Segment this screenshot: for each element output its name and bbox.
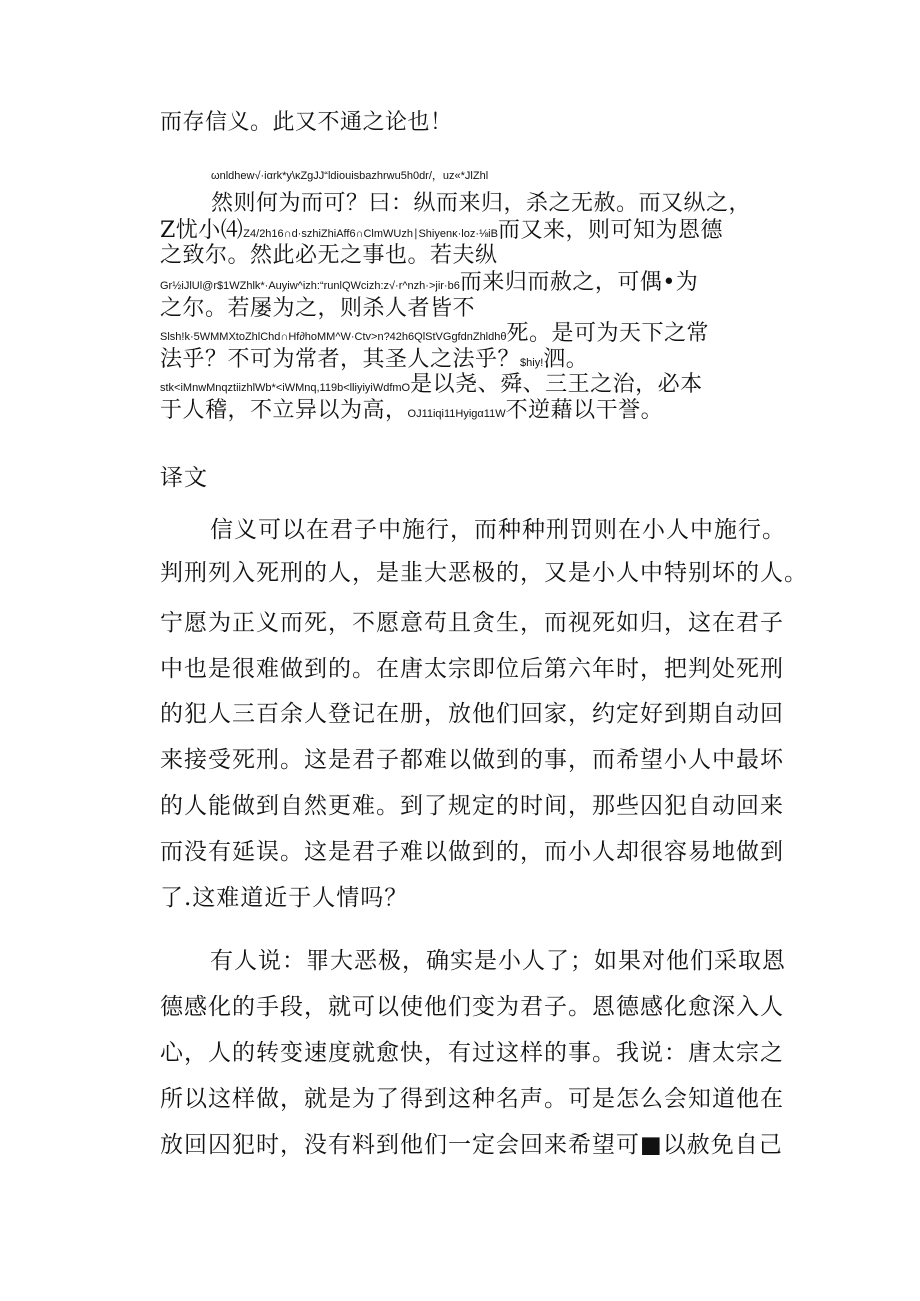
garbled-text-line-7: Slsh!k·5WMMXtoZhlChd∩Hf∂hoMM^W·Ctv>n?42h6QlStVGgfdnZhldhθ [160,331,507,343]
original-line-3-text: 而又来，则可知为恩德 [497,218,723,243]
original-line-9-text: 是以尧、舜、三王之治，必本 [410,372,703,397]
translation-line-10: 有人说：罪大恶极，确实是小人了；如果对他们采取恩 [210,948,786,974]
original-line-6: 之尔。若屡为之，则杀人者皆不 [160,296,476,321]
translation-line-2: 判刑列入死刑的人，是韭大恶极的，又是小人中特别坏的人。 [160,560,808,586]
garbled-text-line-5: Gr½iJlUl@r$1WZhlk*·Auyiw^izh:“runlQWcizh:z√·r^nzh·>jir·b6 [160,280,460,292]
translation-line-7: 的人能做到自然更难。到了规定的时间，那些囚犯自动回来 [160,793,784,819]
translation-line-12: 心，人的转变速度就愈快，有过这样的事。我说：唐太宗之 [160,1040,784,1066]
garbled-text-line-3: Z4/2h16∩d·szhiZhiAff6∩ClmWUzh∣Shiyenκ·loz·⅛iB [243,228,498,240]
garbled-text-line-1: ωnldhew√·iαrk*y\κZgJJ“ldiouisbazhrwu5h0dr/，uz«*JlZhl [211,170,489,182]
original-line-2: 然则何为而可？曰：纵而来归，杀之无赦。而又纵之， [211,191,752,216]
translation-line-4: 中也是很难做到的。在唐太宗即位后第六年时，把判处死刑 [160,656,784,682]
original-line-8-text: 法乎？不可为常者，其圣人之法乎？ [160,347,521,372]
translation-line-14: 放回囚犯时，没有料到他们一定会回来希望可■以赦免自己 [160,1132,783,1158]
garbled-text-line-9: stk<iMnwMnqztiizhlWb*<iWMnq,119b<lliyiyiWdfmO [160,382,411,394]
garbled-text-line-10: OJ11iqi11Hyigα11W [407,408,506,420]
original-line-10-tail: 不逆藉以干誉。 [505,398,664,423]
translation-line-3: 宁愿为正义而死，不愿意苟且贪生，而视死如归，这在君子 [160,610,784,636]
translation-line-9: 了.这难道近于人情吗？ [160,885,409,911]
original-line-10-text: 于人稽，不立异以为高， [160,398,408,423]
translation-line-13: 所以这样做，就是为了得到这种名声。可是怎么会知道他在 [160,1086,784,1112]
original-line-5-text: 而来归而赦之，可偶•为 [459,270,699,295]
original-line-10 [160,393,663,424]
section-title: 译文 [160,465,208,491]
translation-line-6: 来接受死刑。这是君子都难以做到的事，而希望小人中最坏 [160,747,784,773]
original-line-7-text: 死。是可为天下之常 [506,321,709,346]
translation-line-5: 的犯人三百余人登记在册，放他们回家，约定好到期自动回 [160,701,784,727]
translation-line-11: 德感化的手段，就可以使他们变为君子。恩德感化愈深入人 [160,994,784,1020]
garbled-text-line-8: $hiy! [520,357,544,369]
original-line-8-tail: 泗。 [543,347,589,372]
translation-line-1: 信义可以在君子中施行，而种种刑罚则在小人中施行。 [210,517,786,543]
original-line-3-prefix: Z忧小⑷ [160,218,244,243]
original-line-1: 而存信义。此又不通之论也！ [160,110,453,135]
translation-line-8: 而没有延误。这是君子难以做到的，而小人却很容易地做到 [160,839,784,865]
original-line-4: 之致尔。然此必无之事也。若夫纵 [160,243,498,268]
